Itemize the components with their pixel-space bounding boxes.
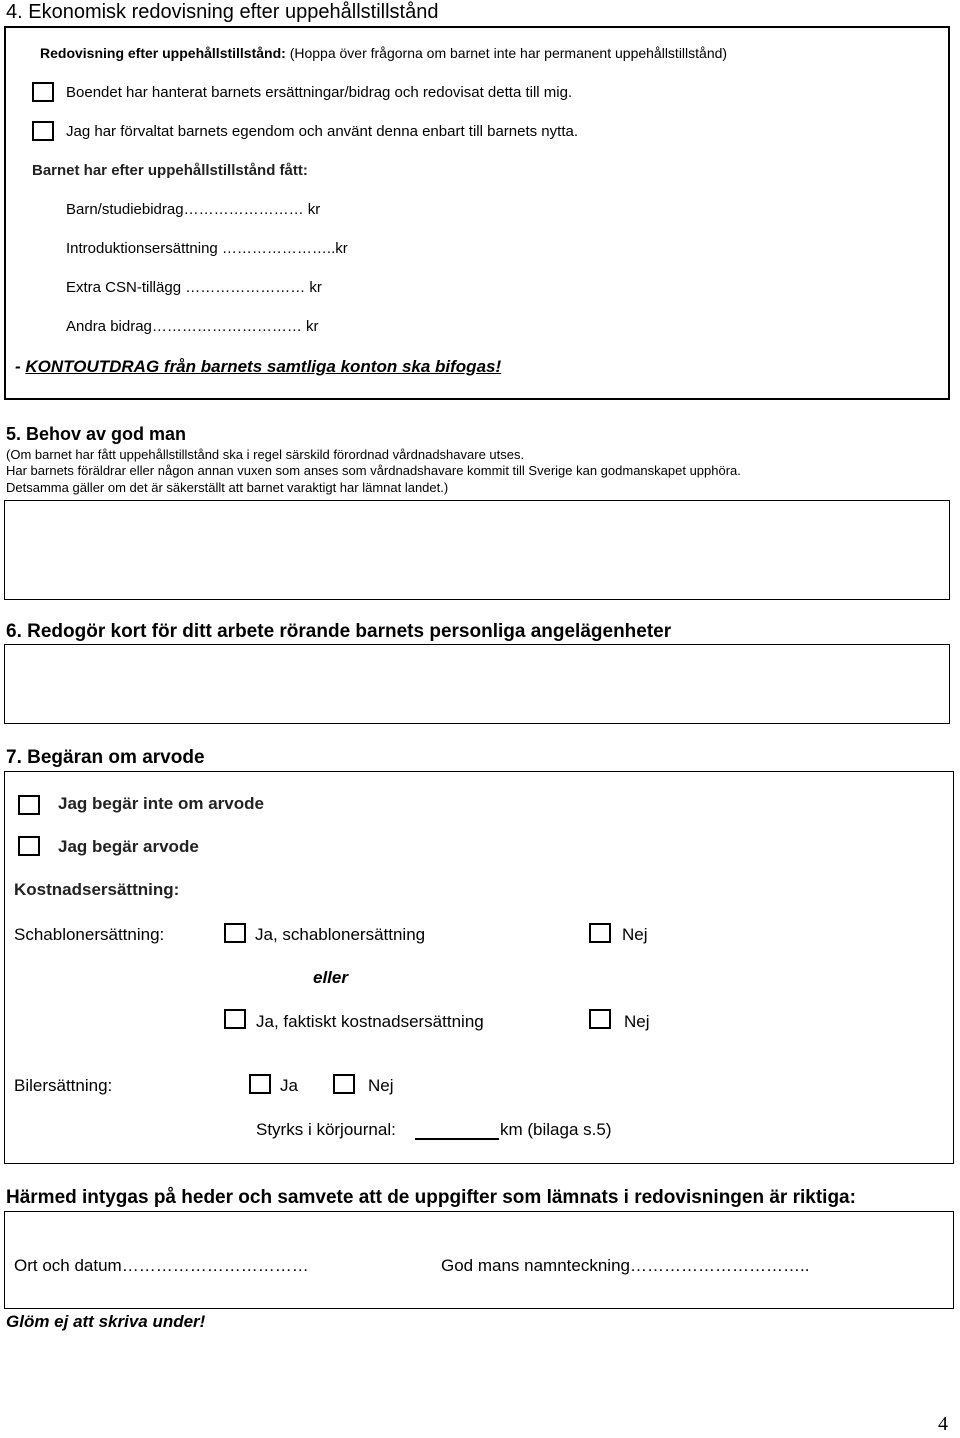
place-date-field[interactable]: Ort och datum……………………………	[14, 1256, 309, 1275]
section-5-line-1: (Om barnet har fått uppehållstillstånd ska i regel särskild förordnad vårdnadshavare utses.	[6, 447, 525, 462]
section-5-textbox[interactable]	[4, 500, 950, 600]
section-4-subheading: Barnet har efter uppehållstillstånd fått:	[32, 162, 308, 179]
checkbox-car-yes-label: Ja	[280, 1076, 298, 1095]
kontoutdrag-dash: -	[15, 357, 26, 376]
checkbox-actual-no[interactable]	[589, 1009, 611, 1029]
or-label: eller	[313, 968, 348, 987]
logbook-unit: km (bilaga s.5)	[500, 1120, 612, 1139]
checkbox-boendet[interactable]	[32, 82, 54, 102]
section-5-title: 5. Behov av god man	[6, 424, 187, 444]
checkbox-actual-no-label: Nej	[624, 1012, 650, 1031]
section-4-title: 4. Ekonomisk redovisning efter uppehållstillstånd	[6, 1, 439, 23]
checkbox-schablon-no-label: Nej	[622, 925, 648, 944]
line-barn-studiebidrag[interactable]: Barn/studiebidrag…………………… kr	[66, 201, 321, 218]
checkbox-schablon-no[interactable]	[589, 923, 611, 943]
checkbox-car-yes[interactable]	[249, 1074, 271, 1094]
section-7-box	[4, 771, 954, 1164]
line-andra-bidrag[interactable]: Andra bidrag………………………… kr	[66, 318, 319, 335]
checkbox-fee-label: Jag begär arvode	[58, 837, 199, 856]
logbook-km-field[interactable]	[415, 1138, 499, 1140]
kontoutdrag-text: KONTOUTDRAG från barnets samtliga konton ska bifogas!	[25, 357, 502, 376]
section-6-textbox[interactable]	[4, 644, 950, 724]
declaration-title: Härmed intygas på heder och samvete att de uppgifter som lämnats i redovisningen är riktiga:	[6, 1187, 856, 1208]
section-5-line-2: Har barnets föräldrar eller någon annan vuxen som anses som vårdnadshavare kommit till Sverige kan godmanskapet upphöra.	[6, 463, 741, 478]
checkbox-schablon-yes-label: Ja, schablonersättning	[255, 925, 426, 944]
checkbox-car-no-label: Nej	[368, 1076, 394, 1095]
signature-field[interactable]: God mans namnteckning…………………………..	[441, 1256, 810, 1275]
line-introduktionsersattning[interactable]: Introduktionsersättning …………………..kr	[66, 240, 348, 257]
kontoutdrag-note	[15, 357, 501, 377]
checkbox-no-fee-label: Jag begär inte om arvode	[58, 794, 264, 813]
checkbox-forvaltat-label: Jag har förvaltat barnets egendom och använt denna enbart till barnets nytta.	[66, 123, 578, 140]
line-extra-csn[interactable]: Extra CSN-tillägg …………………… kr	[66, 279, 322, 296]
checkbox-no-fee[interactable]	[18, 795, 40, 815]
sign-reminder: Glöm ej att skriva under!	[6, 1312, 206, 1331]
section-4-heading-note: (Hoppa över frågorna om barnet inte har permanent uppehållstillstånd)	[285, 45, 728, 61]
schablon-label: Schablonersättning:	[14, 925, 165, 944]
checkbox-car-no[interactable]	[333, 1074, 355, 1094]
section-4-heading	[40, 45, 727, 61]
page-number: 4	[938, 1413, 948, 1435]
checkbox-actual-yes-label: Ja, faktiskt kostnadsersättning	[256, 1012, 484, 1031]
section-5-line-3: Detsamma gäller om det är säkerställt att barnet varaktigt har lämnat landet.)	[6, 480, 449, 495]
checkbox-boendet-label: Boendet har hanterat barnets ersättningar/bidrag och redovisat detta till mig.	[66, 84, 573, 101]
logbook-label: Styrks i körjournal:	[256, 1120, 396, 1139]
checkbox-forvaltat[interactable]	[32, 121, 54, 141]
cost-heading: Kostnadsersättning:	[14, 880, 180, 899]
section-6-title: 6. Redogör kort för ditt arbete rörande barnets personliga angelägenheter	[6, 621, 672, 642]
checkbox-schablon-yes[interactable]	[224, 923, 246, 943]
section-4-heading-bold: Redovisning efter uppehållstillstånd:	[40, 45, 286, 61]
checkbox-fee[interactable]	[18, 836, 40, 856]
section-7-title: 7. Begäran om arvode	[6, 747, 205, 768]
car-label: Bilersättning:	[14, 1076, 113, 1095]
checkbox-actual-yes[interactable]	[224, 1009, 246, 1029]
